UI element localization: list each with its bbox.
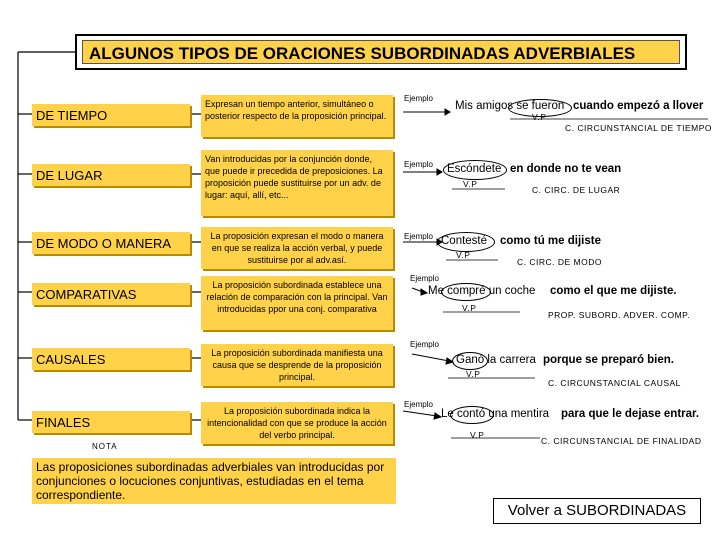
category-finales: FINALES	[32, 411, 190, 433]
function-label: C. CIRCUNSTANCIAL DE FINALIDAD	[541, 436, 702, 446]
category-de-modo: DE MODO O MANERA	[32, 232, 190, 254]
title-frame	[75, 34, 687, 70]
example-main-clause: Me compré un coche	[428, 285, 536, 297]
category-causales: CAUSALES	[32, 348, 190, 370]
ejemplo-label: Ejemplo	[410, 274, 439, 283]
function-label: C. CIRC. DE MODO	[517, 257, 602, 267]
example-main-clause: Escóndete	[447, 163, 502, 175]
vp-label: V.P	[532, 112, 547, 122]
ejemplo-label: Ejemplo	[410, 340, 439, 349]
description-causales: La proposición subordinada manifiesta una causa que se desprende de la proposición principal.	[201, 344, 393, 386]
example-subordinate-clause: porque se preparó bien.	[543, 354, 674, 366]
ejemplo-label: Ejemplo	[404, 160, 433, 169]
description-de-modo: La proposición expresan el modo o manera en que se realiza la acción verbal, y puede sustituirse por al adv.así.	[201, 227, 393, 269]
example-main-clause: Mis amigos se fueron	[455, 100, 565, 112]
page-title: ALGUNOS TIPOS DE ORACIONES SUBORDINADAS ADVERBIALES	[82, 40, 680, 64]
example-subordinate-clause: como el que me dijiste.	[550, 285, 677, 297]
description-de-lugar: Van introducidas por la conjunción donde, que puede ir precedida de preposiciones. La proposición puede sustituirse por un adv. de lugar: aquí, allí, etc...	[201, 150, 393, 216]
category-de-lugar: DE LUGAR	[32, 164, 190, 186]
function-label: C. CIRCUNSTANCIAL CAUSAL	[548, 378, 681, 388]
description-finales: La proposición subordinada indica la intencionalidad con que se produce la acción del verbo principal.	[201, 402, 393, 444]
nota-box: Las proposiciones subordinadas adverbiales van introducidas por conjunciones o locuciones conjuntivas, estudiadas en el tema correspondiente.	[32, 458, 396, 504]
example-main-clause: Le contó una mentira	[441, 408, 550, 420]
ejemplo-label: Ejemplo	[404, 400, 433, 409]
example-subordinate-clause: para que le dejase entrar.	[561, 408, 700, 420]
nota-label: NOTA	[92, 442, 118, 451]
vp-label: V.P	[463, 179, 478, 189]
back-to-subordinadas-link[interactable]: Volver a SUBORDINADAS	[493, 498, 701, 524]
description-de-tiempo: Expresan un tiempo anterior, simultáneo o posterior respecto de la proposición principal.	[201, 95, 393, 137]
category-de-tiempo: DE TIEMPO	[32, 104, 190, 126]
description-comparativas: La proposición subordinada establece una relación de comparación con la principal. Van introducidas ppor una conj. comparativa	[201, 276, 393, 330]
example-subordinate-clause: como tú me dijiste	[500, 235, 601, 247]
function-label: C. CIRCUNSTANCIAL DE TIEMPO	[565, 123, 712, 133]
category-comparativas: COMPARATIVAS	[32, 283, 190, 305]
vp-label: V.P	[470, 430, 485, 440]
example-subordinate-clause: en donde no te vean	[510, 163, 622, 175]
example-subordinate-clause: cuando empezó a llover	[573, 100, 704, 112]
example-main-clause: Contesté	[441, 235, 488, 247]
function-label: PROP. SUBORD. ADVER. COMP.	[548, 310, 691, 320]
vp-label: V.P	[466, 369, 481, 379]
vp-label: V.P	[462, 303, 477, 313]
vp-label: V.P	[456, 250, 471, 260]
function-label: C. CIRC. DE LUGAR	[532, 185, 621, 195]
ejemplo-label: Ejemplo	[404, 94, 433, 103]
ejemplo-label: Ejemplo	[404, 232, 433, 241]
example-main-clause: Ganó la carrera	[456, 354, 536, 366]
